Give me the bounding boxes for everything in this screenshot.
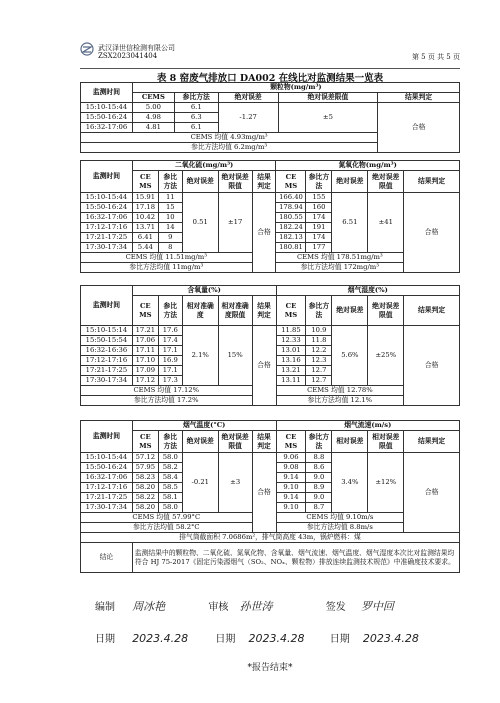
temperature-header: 烟气温度(°C) xyxy=(132,421,276,431)
review-label: 审核 xyxy=(208,602,229,613)
so2-header: 二氧化硫(mg/m³) xyxy=(132,161,276,171)
temperature-velocity-table: 监测时间 烟气温度(°C) 烟气流速(m/s) CE MS 参比方法 绝对误差 绝对误差限值 结果判定 CE MS 参比方法 相对误差 相对误差限值 结果判定 15:10-15:44 57.12 58.0 -0.21 ±3 合格 9.06 8.8 3.4% ±12% 合格 15:50-16:24 57.95 58.2 9.08 8.6 16:32-17:06 58.23 58.4 9.14 9.0 17:12-17:16 58.20 58.5 9.10 8.9 17:21-17:25 58.22 58.1 9.14 9.0 17:30-17:34 58.20 58.0 9.10 8.7 CEMS 均值 57.99°C CEMS 均值 9.10m/s 参比方法均值 58.2°C 参比方法均值 8.8m/s 排气筒截面积 7.0686m²，排气筒高度 43m，锅炉燃料：煤 结论 监测结果中的颗粒物、二氧化硫、氮氧化物、含氧量、烟气流速、烟气温度、烟气湿度本次比对监测结果均符合 HJ 75-2017《固定污染源烟气（SO₂、NOₓ、颗粒物）排放连续监测技术规范》中准确度技术要求。 xyxy=(80,420,460,573)
table-row: 17:12-17:16 13.71 14 182.24 191 xyxy=(81,223,460,233)
avg-ref: 参比方法均值 6.2mg/m³ xyxy=(81,143,378,153)
abs-limit-value: ±5 xyxy=(278,103,378,133)
table-row: 15:50-15:54 17.06 17.4 12.33 11.8 xyxy=(81,336,460,346)
time-header: 监测时间 xyxy=(81,83,133,103)
so2-nox-table: 监测时间 二氧化硫(mg/m³) 氮氧化物(mg/m³) CE MS 参比方法 绝对误差 绝对误差限值 结果判定 CE MS 参比方法 绝对误差 绝对误差限值 结果判定 15:10-15:44 15.91 11 0.51 ±17 合格 166.40 155 6.51 ±41 合格 15:50-16:24 17.18 15 178.94 160 16:32-17:06 10.42 10 180.55 174 17:12-17:16 13.71 14 182.24 191 17:21-17:25 6.41 9 182.13 174 17:30-17:34 5.44 8 180.81 177 CEMS 均值 11.51mg/m³ CEMS 均值 178.51mg/m³ 参比方法均值 11mg/m³ 参比方法均值 172mg/m³ xyxy=(80,160,460,273)
humidity-header: 烟气湿度(%) xyxy=(276,286,460,296)
table-row: 17:12-17:16 17.10 16.9 13.16 12.3 xyxy=(81,356,460,366)
date-2: 2023.4.28 xyxy=(248,632,305,645)
table-row: 15:10-15:14 17.21 17.6 2.1% 15% 合格 11.85 10.9 5.6% ±25% 合格 xyxy=(81,326,460,336)
table-row: 16:32-17:06 4.81 6.1 xyxy=(81,123,460,133)
table-row: 16:32-16:36 17.11 17.1 13.01 12.2 xyxy=(81,346,460,356)
table-row: 15:10-15:44 15.91 11 0.51 ±17 合格 166.40 155 6.51 ±41 合格 xyxy=(81,193,460,203)
compile-signature: 周冰艳 xyxy=(132,600,166,613)
table-row: 16:32-17:06 58.23 58.4 9.14 9.0 xyxy=(81,473,460,483)
date-1: 2023.4.28 xyxy=(132,632,189,645)
table-row: 15:50-16:24 57.95 58.2 9.08 8.6 xyxy=(81,463,460,473)
table-row: 17:30-17:34 17.12 17.3 13.11 12.7 xyxy=(81,376,460,386)
table-row: 17:21-17:25 17.09 17.1 13.21 12.7 xyxy=(81,366,460,376)
velocity-header: 烟气流速(m/s) xyxy=(276,421,460,431)
oxygen-humidity-table: 监测时间 含氧量(%) 烟气湿度(%) CE MS 参比方法 相对准确度 相对准确度限值 结果判定 CE MS 参比方法 绝对误差 绝对误差限值 结果判定 15:10-15:14 17.21 17.6 2.1% 15% 合格 11.85 10.9 5.6% ±25% 合格 15:50-15:54 17.06 17.4 12.33 11.8 16:32-16:36 17.11 17.1 13.01 12.2 17:12-17:16 17.10 16.9 13.16 12.3 17:21-17:25 17.09 17.1 13.21 12.7 17:30-17:34 17.12 17.3 13.11 12.7 CEMS 均值 17.12% CEMS 均值 12.78% 参比方法均值 17.2% 参比方法均值 12.1% xyxy=(80,285,460,406)
issue-signature: 罗中回 xyxy=(360,600,394,613)
table-title: 表 8 窑废气排放口 DA002 在线比对监测结果一览表 xyxy=(156,73,384,84)
compile-label: 编制 xyxy=(95,602,115,613)
page-number: 第 5 页 共 5 页 xyxy=(411,53,460,61)
review-signature: 孙世涛 xyxy=(239,600,273,613)
conclusion-label: 结论 xyxy=(81,543,133,573)
date-row: 日期 2023.4.28 日期 2023.4.28 日期 2023.4.28 xyxy=(95,632,419,645)
report-header xyxy=(80,40,460,68)
company-name: 武汉泽世信检测有限公司 xyxy=(98,44,175,52)
table-row: 17:12-17:16 58.20 58.5 9.10 8.9 xyxy=(81,483,460,493)
abs-error-value: -1.27 xyxy=(218,103,278,133)
group-header: 颗粒物(mg/m³) xyxy=(132,83,459,93)
result-header: 结果判定 xyxy=(378,93,460,103)
conclusion-text: 监测结果中的颗粒物、二氧化硫、氮氧化物、含氧量、烟气流速、烟气温度、烟气湿度本次比对监测结果均符合 HJ 75-2017《固定污染源烟气（SO₂、NOₓ、颗粒物）排放连续监测技术规范》中准确度技术要求。 xyxy=(132,543,459,573)
oxygen-header: 含氧量(%) xyxy=(132,286,276,296)
table-row: 15:10-15:44 5.00 6.1 -1.27 ±5 合格 xyxy=(81,103,460,113)
avg-cems: CEMS 均值 4.93mg/m³ xyxy=(81,133,378,143)
table-row: 17:30-17:34 5.44 8 180.81 177 xyxy=(81,243,460,253)
report-end: *报告结束* xyxy=(247,663,293,673)
cems-header: CEMS xyxy=(132,93,174,103)
nox-header: 氮氧化物(mg/m³) xyxy=(276,161,460,171)
table-row: 15:50-16:24 4.98 6.3 xyxy=(81,113,460,123)
table-row: 17:21-17:25 58.22 58.1 9.14 9.0 xyxy=(81,493,460,503)
company-logo-icon xyxy=(80,42,94,56)
table-row: 17:30-17:34 58.20 58.0 9.10 8.7 xyxy=(81,503,460,513)
signature-row xyxy=(95,598,394,614)
abs-limit-header: 绝对误差限值 xyxy=(278,93,378,103)
abs-error-header: 绝对误差 xyxy=(218,93,278,103)
result-value: 合格 xyxy=(378,103,460,153)
particulate-table xyxy=(80,82,460,153)
table-row: 15:10-15:44 57.12 58.0 -0.21 ±3 合格 9.06 8.8 3.4% ±12% 合格 xyxy=(81,453,460,463)
table-row: 16:32-17:06 10.42 10 180.55 174 xyxy=(81,213,460,223)
header-divider xyxy=(80,68,460,69)
ref-header: 参比方法 xyxy=(174,93,218,103)
table-row: 17:21-17:25 6.41 9 182.13 174 xyxy=(81,233,460,243)
stack-note: 排气筒截面积 7.0686m²，排气筒高度 43m，锅炉燃料：煤 xyxy=(81,533,460,543)
issue-label: 签发 xyxy=(325,602,346,613)
date-3: 2023.4.28 xyxy=(362,632,419,645)
document-number: ZSX2023041404 xyxy=(98,52,158,60)
table-row: 15:50-16:24 17.18 15 178.94 160 xyxy=(81,203,460,213)
